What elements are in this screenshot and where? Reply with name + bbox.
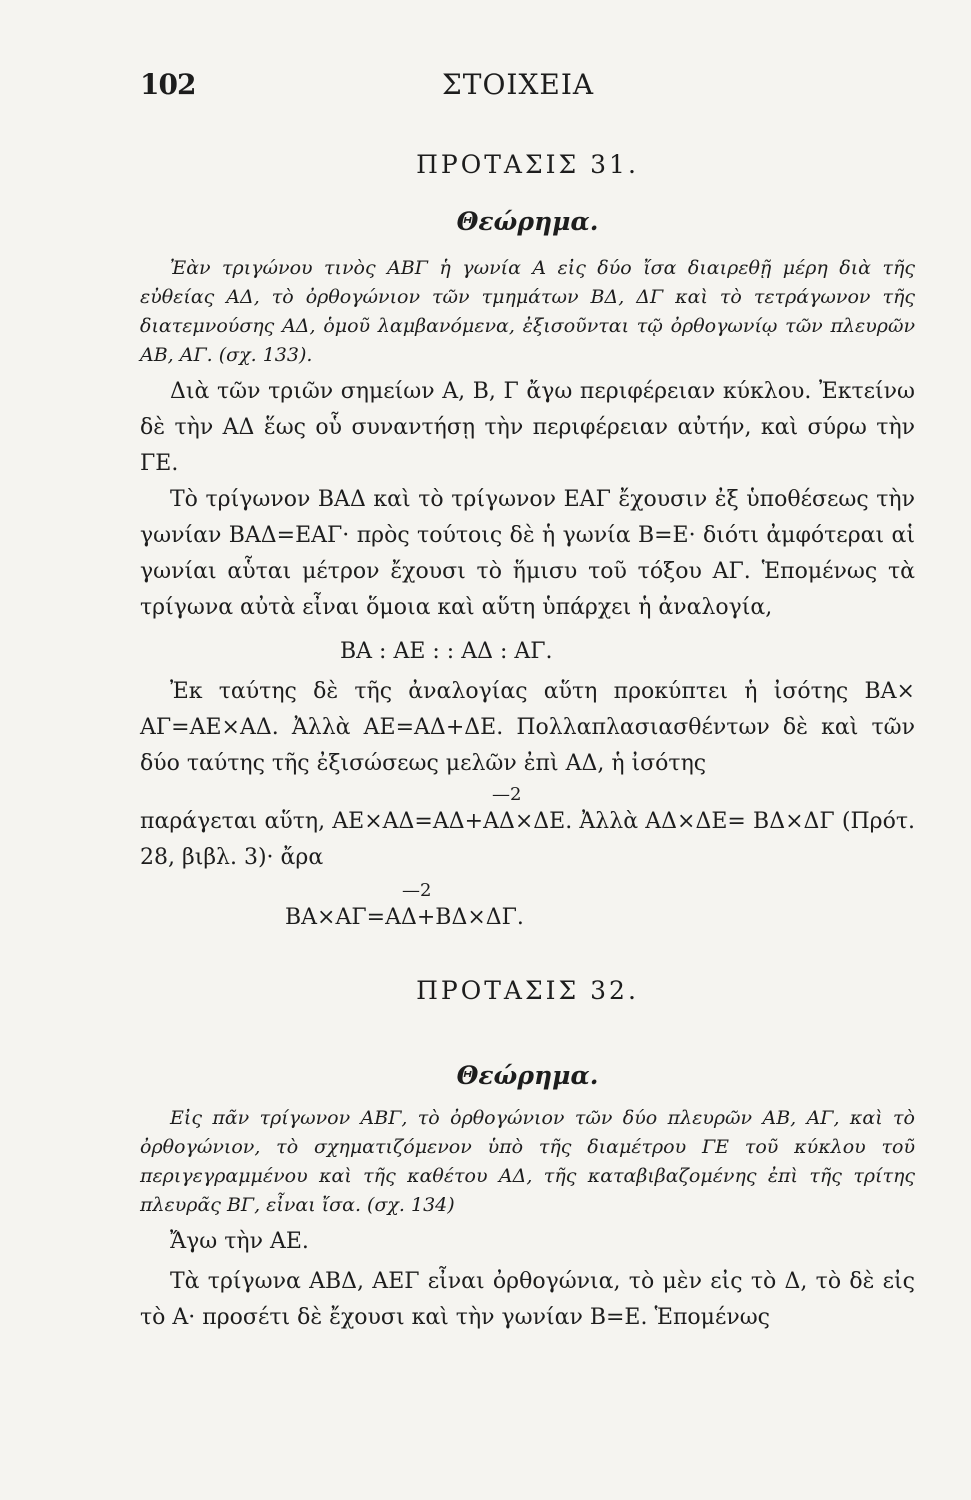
page-number: 102 xyxy=(140,68,196,101)
proposition-31 xyxy=(140,150,915,936)
proposition-32-paragraph-1: Ἄγω τὴν ΑΕ. xyxy=(170,1229,309,1254)
page-header xyxy=(140,68,920,108)
proposition-31-paragraph-2: Τὸ τρίγωνον ΒΑΔ καὶ τὸ τρίγωνον ΕΑΓ ἔχουσιν ἐξ ὑποθέσεως τὴν γωνίαν ΒΑΔ=ΕΑΓ· πρὸς τούτοις δὲ ἡ γωνία Β=Ε· διότι ἀμφότεραι αἱ γωνίαι αὗται μέτρον ἔχουσι τὸ ἥμισυ τοῦ τόξου ΑΓ. Ἑπομένως τὰ τρίγωνα αὐτὰ εἶναι ὅμοια καὶ αὕτη ὑπάρχει ἡ ἀναλογία, xyxy=(140,487,915,620)
proposition-32-statement: Εἰς πᾶν τρίγωνον ΑΒΓ, τὸ ὀρθογώνιον τῶν δύο πλευρῶν ΑΒ, ΑΓ, καὶ τὸ ὀρθογώνιον, τὸ σχηματιζόμενον ὑπὸ τῆς διαμέτρου ΓΕ τοῦ κύκλου τοῦ περιγεγραμμένου καὶ τῆς καθέτου ΑΔ, τῆς καταβιβαζομένης ἐπὶ τῆς τρίτης πλευρᾶς ΒΓ, εἶναι ἴσα. (σχ. 134) xyxy=(140,1107,915,1216)
proposition-31-title: ΠΡΟΤΑΣΙΣ 31. xyxy=(416,150,639,179)
proposition-31-paragraph-4: παράγεται αὕτη, ΑΕ×ΑΔ=ΑΔ+ΑΔ×ΔΕ. Ἀλλὰ ΑΔ×ΔΕ= ΒΔ×ΔΓ (Πρότ. 28, βιβλ. 3)· ἄρα xyxy=(140,809,915,870)
proposition-32-paragraph-2: Τὰ τρίγωνα ΑΒΔ, ΑΕΓ εἶναι ὀρθογώνια, τὸ μὲν εἰς τὸ Δ, τὸ δὲ εἰς τὸ Α· προσέτι δὲ ἔχουσι καὶ τὴν γωνίαν Β=Ε. Ἑπομένως xyxy=(140,1269,915,1330)
proposition-31-equation-1: ΒΑ : ΑΕ : : ΑΔ : ΑΓ. xyxy=(340,639,553,664)
running-head: ΣΤΟΙΧΕΙΑ xyxy=(442,68,595,101)
page-content xyxy=(140,150,915,1336)
proposition-31-paragraph-1: Διὰ τῶν τριῶν σημείων Α, Β, Γ ἄγω περιφέρειαν κύκλου. Ἐκτείνω δὲ τὴν ΑΔ ἕως οὗ συναντήσῃ τὴν περιφέρειαν αὐτήν, καὶ σύρω τὴν ΓΕ. xyxy=(140,379,915,476)
proposition-32-subtitle: Θεώρημα. xyxy=(456,1061,599,1090)
proposition-31-paragraph-3: Ἐκ ταύτης δὲ τῆς ἀναλογίας αὕτη προκύπτει ἡ ἰσότης ΒΑ× ΑΓ=ΑΕ×ΑΔ. Ἀλλὰ ΑΕ=ΑΔ+ΔΕ. Πολλαπλασιασθέντων δὲ καὶ τῶν δύο ταύτης τῆς ἐξισώσεως μελῶν ἐπὶ ΑΔ, ἡ ἰσότης xyxy=(140,679,915,776)
proposition-31-subtitle: Θεώρημα. xyxy=(456,207,599,236)
overline-mark-2: —2 xyxy=(402,880,432,901)
proposition-32-title: ΠΡΟΤΑΣΙΣ 32. xyxy=(416,976,639,1005)
overline-mark-1: —2 xyxy=(492,784,522,805)
proposition-32 xyxy=(140,976,915,1336)
proposition-31-equation-2: ΒΑ×ΑΓ=ΑΔ+ΒΔ×ΔΓ. xyxy=(285,905,524,930)
proposition-31-statement: Ἐὰν τριγώνου τινὸς ΑΒΓ ἡ γωνία Α εἰς δύο ἴσα διαιρεθῇ μέρη διὰ τῆς εὐθείας ΑΔ, τὸ ὀρθογώνιον τῶν τμημάτων ΒΔ, ΔΓ καὶ τὸ τετράγωνον τῆς διατεμνούσης ΑΔ, ὁμοῦ λαμβανόμενα, ἐξισοῦνται τῷ ὀρθογωνίῳ τῶν πλευρῶν ΑΒ, ΑΓ. (σχ. 133). xyxy=(140,257,915,366)
